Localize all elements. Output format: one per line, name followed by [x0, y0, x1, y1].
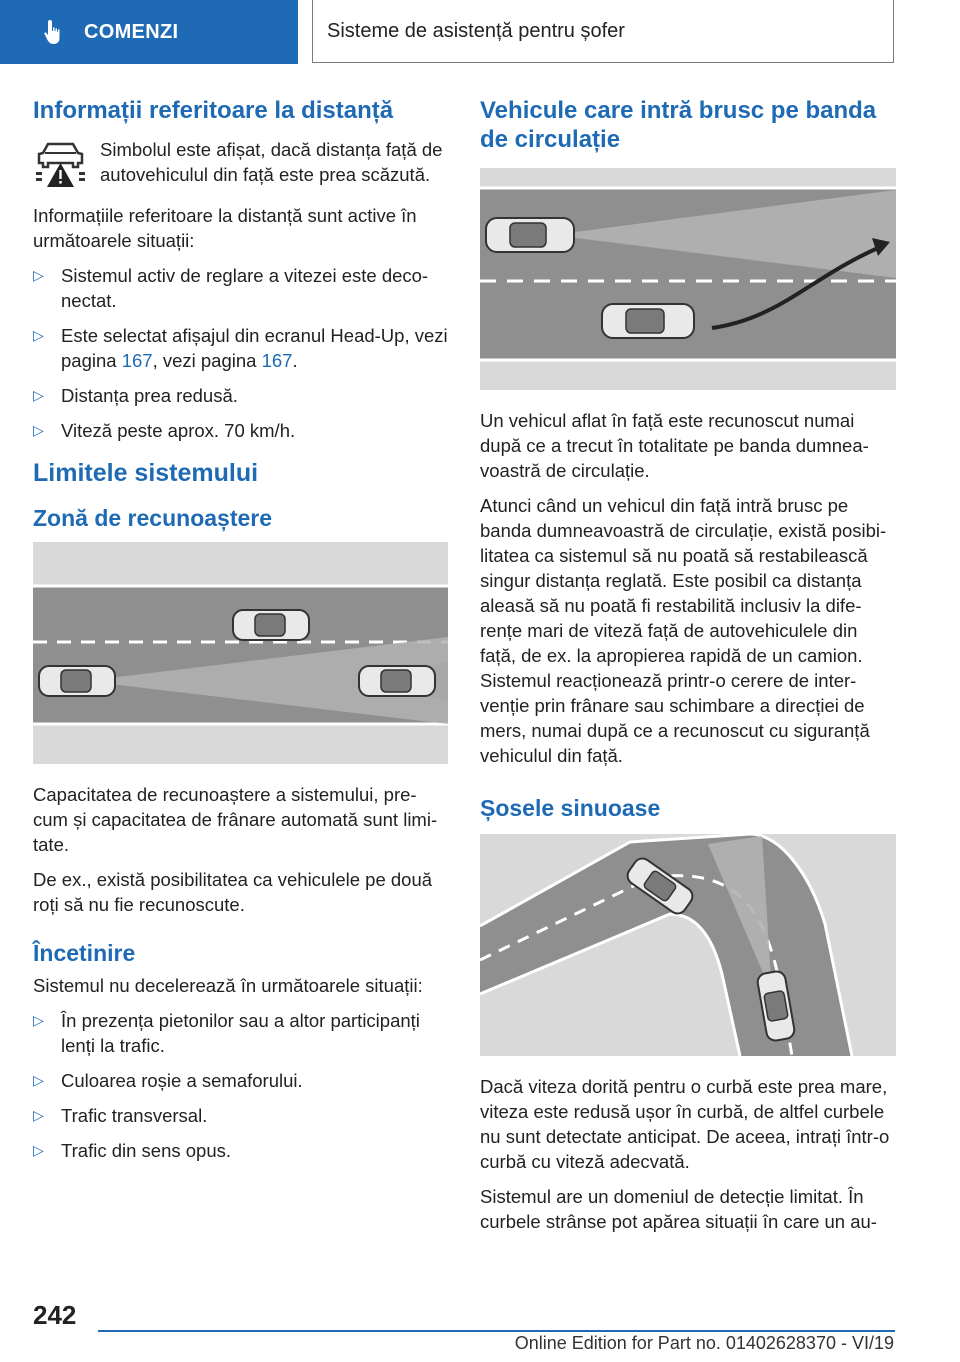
list-item: ▷ Sistemul activ de reglare a vitezei este deco-nectat. — [33, 265, 429, 311]
heading-detection-zone: Zonă de recunoaștere — [33, 505, 273, 531]
detection-text-2: De ex., există posibilitatea ca vehiculele pe două roți să nu fie recunoscute. — [33, 869, 433, 915]
curves-text-1: Dacă viteza dorită pentru o curbă este prea mare, viteza este redusă ușor în curbă, de altfel curbele nu sunt detectate anticipat. De aceea, intrați într-o curbă cu viteză adecvată. — [480, 1076, 890, 1172]
detection-text-1: Capacitatea de recunoaștere a sistemului, pre-cum și capacitatea de frânare automată sunt limi-tate. — [33, 784, 438, 855]
heading-slowdown: Încetinire — [33, 940, 136, 966]
chapter-tab[interactable] — [0, 0, 298, 64]
symbol-text: Simbolul este afișat, dacă distanța față de autovehiculul din față este prea scăzută. — [100, 139, 443, 185]
list-item: ▷ În prezența pietonilor sau a altor participanți lenți la trafic. — [33, 1010, 420, 1056]
slowdown-intro: Sistemul nu decelerează în următoarele situații: — [33, 975, 423, 996]
cut-in-text-1: Un vehicul aflat în față este recunoscut numai după ce a trecut în totalitate pe banda dumnea-voastră de circulație. — [480, 410, 869, 481]
list-item: ▷ Trafic transversal. — [33, 1105, 208, 1126]
detection-zone-figure — [33, 542, 448, 764]
edition-info: Online Edition for Part no. 01402628370 - VI/19 — [514, 1333, 894, 1353]
symbol-description — [33, 137, 448, 189]
active-situations-intro: Informațiile referitoare la distanță sunt active în următoarele situații: — [33, 205, 417, 251]
chapter-tab-label: COMENZI — [84, 20, 179, 43]
cut-in-figure — [480, 168, 896, 390]
list-item: ▷ Culoarea roșie a semaforului. — [33, 1070, 303, 1091]
list-item: ▷ Este selectat afișajul din ecranul Head-Up, vezi pagina 167, vezi pagina 167. — [33, 325, 448, 371]
footer-divider — [98, 1330, 895, 1332]
curves-text-2: Sistemul are un domeniul de detecție limitat. În curbele strânse pot apărea situații în care un au- — [480, 1186, 877, 1232]
page-header — [0, 0, 960, 66]
bullet-triangle-icon: ▷ — [33, 267, 44, 283]
winding-road-figure — [480, 834, 896, 1056]
page-link[interactable]: 167 — [261, 350, 293, 371]
distance-warning-icon — [33, 139, 88, 189]
bullet-triangle-icon: ▷ — [33, 1142, 44, 1158]
page-link[interactable]: 167 — [121, 350, 153, 371]
bullet-triangle-icon: ▷ — [33, 387, 44, 403]
car-own — [486, 218, 574, 252]
car-front — [233, 610, 309, 640]
heading-system-limits: Limitele sistemului — [33, 459, 259, 487]
right-column — [480, 96, 896, 1244]
slowdown-list — [33, 1008, 448, 1163]
hand-pointer-icon — [40, 17, 70, 47]
cut-in-text-2: Atunci când un vehicul din față intră brusc pe banda dumneavoastră de circulație, există posibi-litatea ca sistemul să nu poată să restabilească singur distanța reglată. Este posibil ca distanța aleasă să nu poată fi restabilită inclusiv la dife-rențe mari de viteză față de autovehiculele din față, de ex. la apropierea rapidă de un camion. Sistemul reacționează printr-o cerere de inter-venție prin frânare sau schimbare a direcției de mers, numai după ce a recunoscut cu siguranță vehiculul din față. — [480, 495, 887, 766]
car-cutting-in — [602, 304, 694, 338]
list-item: ▷ Trafic din sens opus. — [33, 1140, 232, 1161]
heading-cut-in: Vehicule care intră brusc pe banda de circulație — [480, 97, 877, 153]
bullet-triangle-icon: ▷ — [33, 1072, 44, 1088]
car-left — [39, 666, 115, 696]
list-item: ▷ Distanța prea redusă. — [33, 385, 238, 406]
car-right — [359, 666, 435, 696]
bullet-triangle-icon: ▷ — [33, 327, 44, 343]
heading-winding-roads: Șosele sinuoase — [480, 795, 661, 821]
bullet-triangle-icon: ▷ — [33, 1107, 44, 1123]
section-title-box — [312, 0, 894, 63]
section-title: Sisteme de asistență pentru șofer — [327, 19, 625, 42]
bullet-triangle-icon: ▷ — [33, 1012, 44, 1028]
list-item: ▷ Viteză peste aprox. 70 km/h. — [33, 420, 296, 441]
heading-distance-info: Informații referitoare la distanță — [33, 97, 394, 124]
active-situations-list — [33, 263, 448, 443]
left-column — [33, 96, 448, 1179]
page-number: 242 — [33, 1300, 77, 1330]
bullet-triangle-icon: ▷ — [33, 422, 44, 438]
